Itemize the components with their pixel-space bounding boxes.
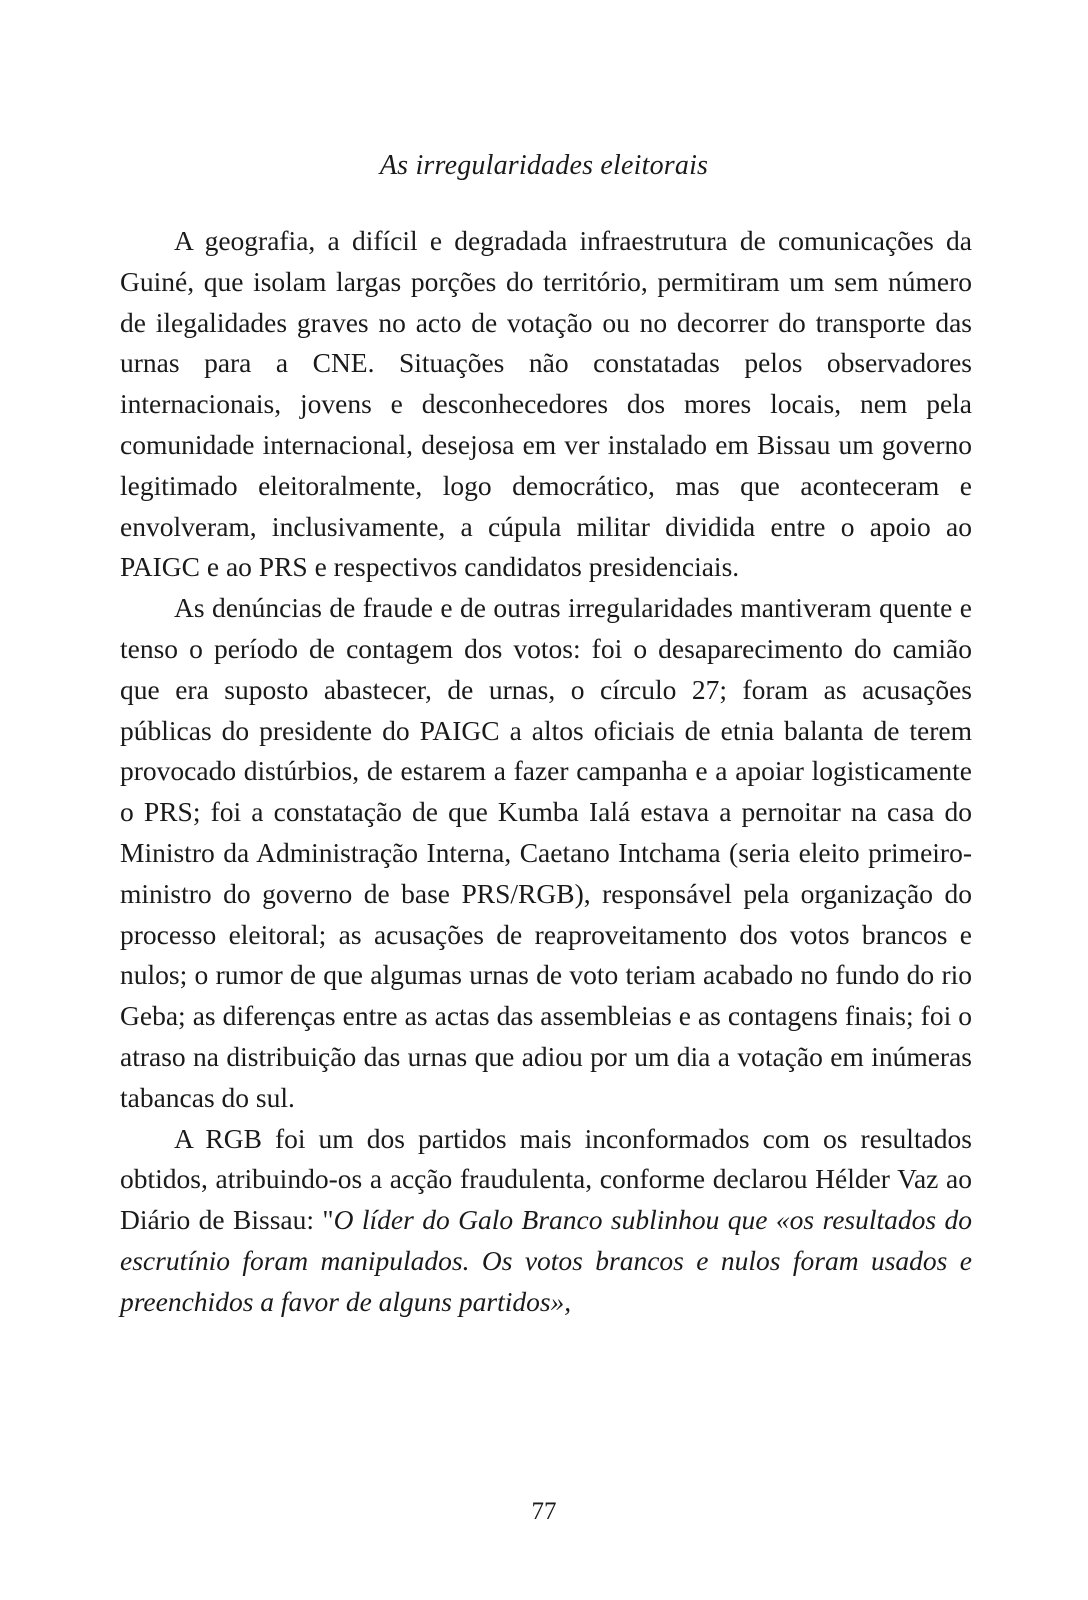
running-title: As irregularidades eleitorais — [379, 150, 709, 181]
paragraph-2: As denúncias de fraude e de outras irregularidades mantiveram quente e tenso o período de contagem dos votos: foi o desaparecimento do camião que era suposto abastecer, de urnas, o círculo 27; foram as acusações públicas do presidente do PAIGC a altos oficiais de etnia balanta de terem provocado distúrbios, de estarem a fazer campanha e a apoiar logisticamente o PRS; foi a constatação de que Kumba Ialá estava a pernoitar na casa do Ministro da Administração Interna, Caetano Intchama (seria eleito primeiro-ministro do governo de base PRS/RGB), responsável pela organização do processo eleitoral; as acusações de reaproveitamento dos votos brancos e nulos; o rumor de que algumas urnas de voto teriam acabado no fundo do rio Geba; as diferenças entre as actas das assembleias e as contagens finais; foi o atraso na distribuição das urnas que adiou por um dia a votação em inúmeras tabancas do sul. — [120, 592, 972, 1113]
page-number: 77 — [531, 1498, 557, 1525]
body-text — [120, 221, 972, 1323]
paragraph-3-intro: A RGB foi um dos partidos mais inconformados com os resultados obtidos, atribuindo-os a acção fraudulenta, conforme declarou Hélder Vaz ao Diário de Bissau: " — [120, 1122, 972, 1236]
paragraph-1: A geografia, a difícil e degradada infraestrutura de comunicações da Guiné, que isolam largas porções do território, permitiram um sem número de ilegalidades graves no acto de votação ou no decorrer do transporte das urnas para a CNE. Situações não constatadas pelos observadores internacionais, jovens e desconhecedores dos mores locais, nem pela comunidade internacional, desejosa em ver instalado em Bissau um governo legitimado eleitoralmente, logo democrático, mas que aconteceram e envolveram, inclusivamente, a cúpula militar dividida entre o apoio ao PAIGC e ao PRS e respectivos candidatos presidenciais. — [120, 225, 972, 583]
paragraph-3-quote: O líder do Galo Branco sublinhou que «os resultados do escrutínio foram manipulados. Os votos brancos e nulos foram usados e preenchidos a favor de alguns partidos», — [120, 1204, 973, 1317]
paragraph-3 — [120, 1119, 972, 1323]
